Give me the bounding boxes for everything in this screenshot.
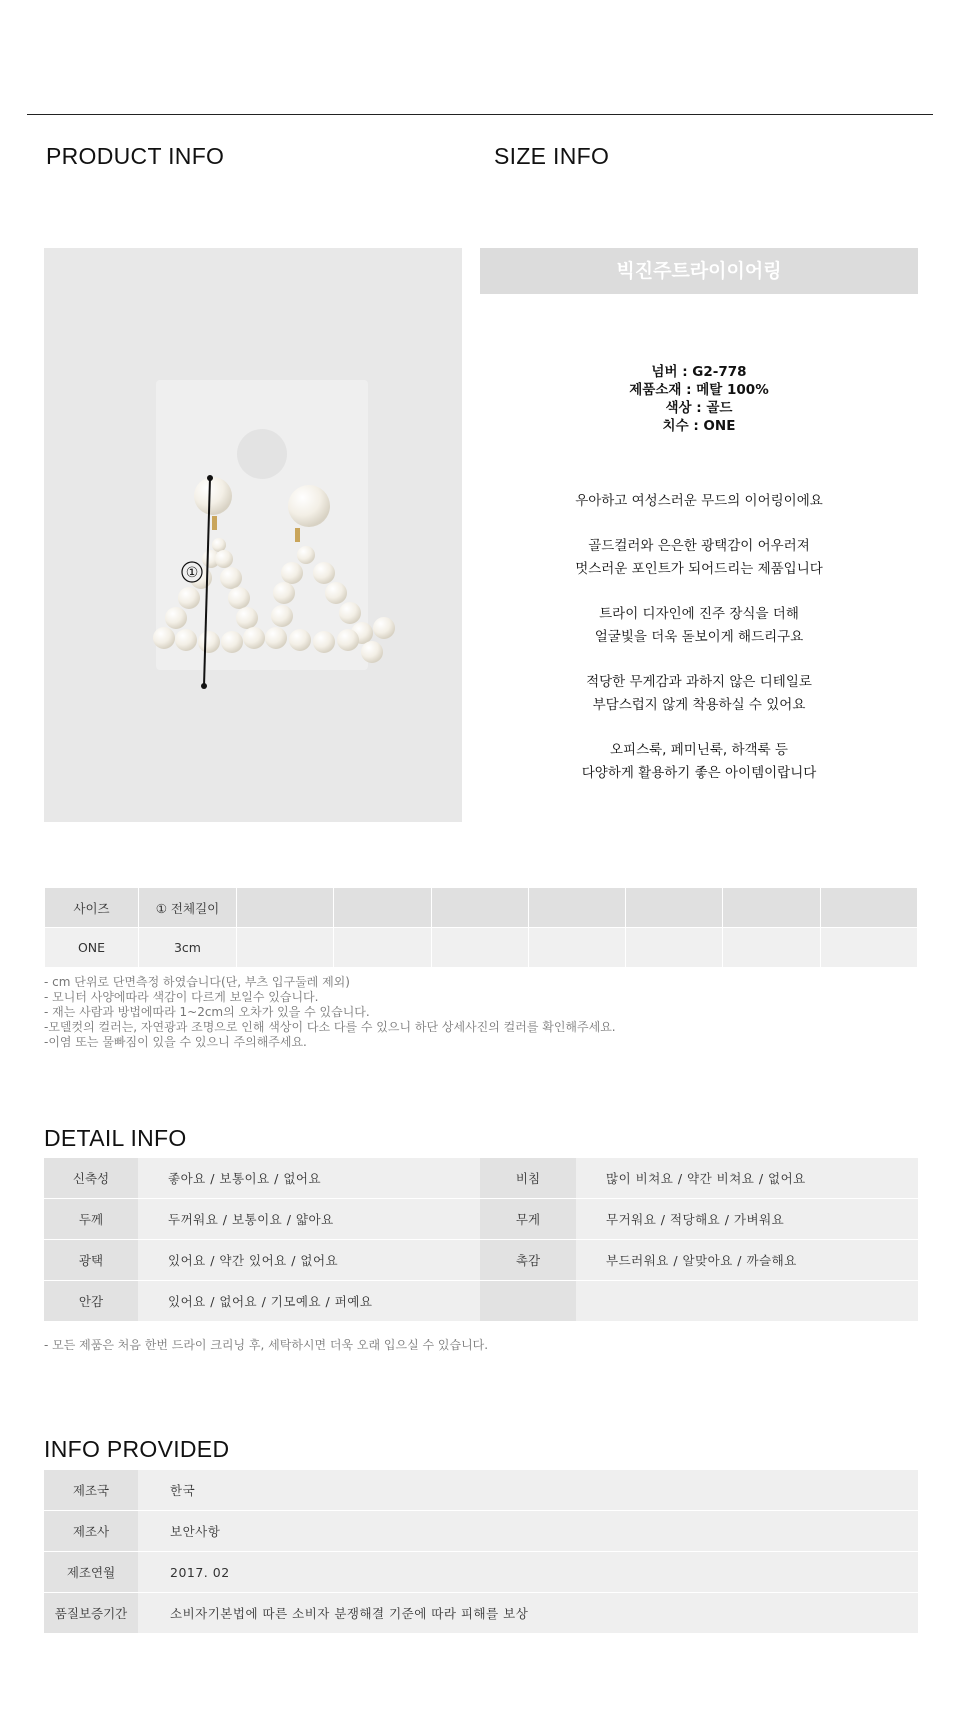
- product-specs: [480, 363, 918, 435]
- size-header-size: 사이즈: [45, 888, 139, 928]
- detail-label: 두께: [44, 1199, 138, 1240]
- size-note: -모델컷의 컬러는, 자연광과 조명으로 인해 색상이 다소 다를 수 있으니 하단 상세사진의 컬러를 확인해주세요.: [44, 1020, 616, 1034]
- provided-value: 한국: [138, 1470, 918, 1511]
- desc-paragraph: 골드컬러와 은은한 광택감이 어우러져 멋스러운 포인트가 되어드리는 제품입니다: [575, 538, 823, 577]
- spec-size: 치수 : ONE: [662, 418, 736, 434]
- product-photo: [44, 248, 462, 822]
- product-name-bar: 빅진주트라이이어링: [480, 248, 918, 294]
- detail-value: 있어요 / 없어요 / 기모예요 / 퍼예요: [138, 1281, 480, 1322]
- detail-value: [576, 1281, 918, 1322]
- provided-row: [44, 1511, 918, 1552]
- provided-label: 제조사: [44, 1511, 138, 1552]
- detail-row: [44, 1199, 918, 1240]
- earring-illustration: [44, 248, 462, 822]
- detail-info-heading: DETAIL INFO: [44, 1125, 187, 1151]
- detail-value: 많이 비쳐요 / 약간 비쳐요 / 없어요: [576, 1158, 918, 1199]
- size-note: -이염 또는 물빠짐이 있을 수 있으니 주의해주세요.: [44, 1035, 307, 1049]
- provided-value: 소비자기본법에 따른 소비자 분쟁해결 기준에 따라 피해를 보상: [138, 1593, 918, 1634]
- detail-label: 광택: [44, 1240, 138, 1281]
- desc-paragraph: 우아하고 여성스러운 무드의 이어링이에요: [575, 493, 823, 509]
- provided-row: [44, 1552, 918, 1593]
- product-info-heading: PRODUCT INFO: [46, 143, 225, 169]
- detail-value: 좋아요 / 보통이요 / 없어요: [138, 1158, 480, 1199]
- size-note: - 모니터 사양에따라 색감이 다르게 보일수 있습니다.: [44, 990, 319, 1004]
- detail-label: 안감: [44, 1281, 138, 1322]
- detail-value: 무거워요 / 적당해요 / 가벼워요: [576, 1199, 918, 1240]
- size-header-length: ① 전체길이: [139, 888, 237, 928]
- top-divider: [27, 114, 933, 115]
- detail-row: [44, 1240, 918, 1281]
- detail-label: 무게: [480, 1199, 576, 1240]
- detail-label: 촉감: [480, 1240, 576, 1281]
- size-table-row: [45, 928, 918, 968]
- detail-label: 신축성: [44, 1158, 138, 1199]
- provided-label: 제조국: [44, 1470, 138, 1511]
- provided-label: 품질보증기간: [44, 1593, 138, 1634]
- size-note: - cm 단위로 단면측정 하였습니다(단, 부츠 입구둘레 제외): [44, 975, 350, 989]
- provided-label: 제조연월: [44, 1552, 138, 1593]
- detail-row: [44, 1158, 918, 1199]
- detail-value: 있어요 / 약간 있어요 / 없어요: [138, 1240, 480, 1281]
- info-provided-table: [44, 1470, 918, 1634]
- detail-table: [44, 1158, 918, 1322]
- size-note: - 재는 사람과 방법에따라 1~2cm의 오차가 있을 수 있습니다.: [44, 1005, 370, 1019]
- detail-value: 부드러워요 / 알맞아요 / 까슬해요: [576, 1240, 918, 1281]
- desc-paragraph: 적당한 무게감과 과하지 않은 디테일로 부담스럽지 않게 착용하실 수 있어요: [586, 674, 812, 713]
- provided-row: [44, 1593, 918, 1634]
- desc-paragraph: 오피스룩, 페미닌룩, 하객룩 등 다양하게 활용하기 좋은 아이템이랍니다: [581, 742, 817, 781]
- measure-marker-label: ①: [185, 565, 199, 581]
- size-table: [44, 887, 918, 968]
- detail-note: - 모든 제품은 처음 한번 드라이 크리닝 후, 세탁하시면 더욱 오래 입으실 수 있습니다.: [44, 1338, 489, 1352]
- spec-color: 색상 : 골드: [665, 400, 733, 416]
- size-table-header: [45, 888, 918, 928]
- desc-paragraph: 트라이 디자인에 진주 장식을 더해 얼굴빛을 더욱 돋보이게 해드리구요: [594, 606, 804, 645]
- product-description: [480, 490, 918, 807]
- detail-value: 두꺼워요 / 보통이요 / 얇아요: [138, 1199, 480, 1240]
- size-value-length: 3cm: [139, 928, 237, 968]
- provided-row: [44, 1470, 918, 1511]
- size-notes: [44, 975, 616, 1050]
- spec-number: 넘버 : G2-778: [651, 364, 747, 380]
- size-value-size: ONE: [45, 928, 139, 968]
- detail-row: [44, 1281, 918, 1322]
- provided-value: 보안사항: [138, 1511, 918, 1552]
- info-provided-heading: INFO PROVIDED: [44, 1436, 230, 1462]
- spec-material: 제품소재 : 메탈 100%: [629, 382, 769, 398]
- size-info-heading: SIZE INFO: [494, 143, 610, 169]
- detail-label: [480, 1281, 576, 1322]
- provided-value: 2017. 02: [138, 1552, 918, 1593]
- detail-label: 비침: [480, 1158, 576, 1199]
